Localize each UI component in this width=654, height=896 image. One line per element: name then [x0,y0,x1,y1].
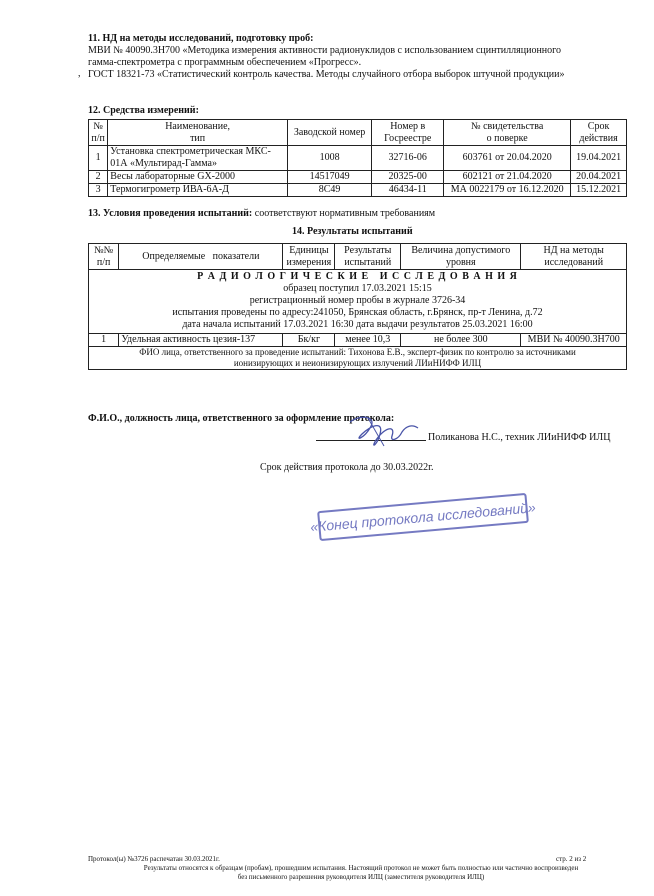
cell: 46434-11 [372,184,444,197]
footer-disclaimer: Результаты относятся к образцам (пробам), прошедшим испытания. Настоящий протокол не может быть полностью или частично воспроизведен без письменного разрешения руководителя ИЛЦ (заместителя руководителя ИЛЦ) [143,864,579,881]
test-dates: дата начала испытаний 17.03.2021 16:30 дата выдачи результатов 25.03.2021 16:00 [182,319,533,330]
section-11-bullet: , [78,68,81,79]
results-header-indicator: Определяемые показатели [119,244,283,270]
section-13-value: соответствуют нормативным требованиям [254,208,436,219]
section-11-line-3: ГОСТ 18321-73 «Статистический контроль качества. Методы случайного отбора выборок штучной продукции» [88,69,565,80]
cell: не более 300 [401,334,521,347]
section-13 [88,208,435,220]
table-row [89,184,627,197]
instruments-table [88,119,627,197]
instruments-header-validity: Срок действия [571,120,627,146]
footer-page-number: стр. 2 из 2 [556,855,587,863]
results-header-units: Единицы измерения [283,244,335,270]
footer-printed: Протокол(ы) №3726 распечатан 30.03.2021г. [88,855,220,863]
registration-number: регистрационный номер пробы в журнале 3726-34 [249,295,466,306]
cell: 14517049 [287,171,371,184]
results-header-method: НД на методы исследований [521,244,627,270]
results-info-cell [89,270,627,334]
radiology-section-title: Р А Д И О Л О Г И Ч Е С К И Е И С С Л Е Д О В А Н И Я [197,271,518,282]
cell: 3 [89,184,108,197]
results-table [88,243,627,370]
responsible-person: ФИО лица, ответственного за проведение испытаний: Тихонова Е.В., эксперт-физик по контролю за источниками ионизирующих и неионизирующих излучений ЛИиНИФФ ИЛЦ [89,347,627,370]
cell: Термогигрометр ИВА-6А-Д [108,184,288,197]
cell: 602121 от 21.04.2020 [444,171,571,184]
sample-received: образец поступил 17.03.2021 15:15 [283,283,432,294]
instruments-header-name: Наименование, тип [108,120,288,146]
cell: 1 [89,146,108,171]
cell: 1008 [287,146,371,171]
cell: 8С49 [287,184,371,197]
signatory-name: Поликанова Н.С., техник ЛИиНИФФ ИЛЦ [428,432,611,443]
instruments-header-row [89,120,627,146]
cell: Установка спектрометрическая МКС- 01А «Мультирад-Гамма» [108,146,288,171]
results-header-results: Результаты испытаний [335,244,401,270]
cell: МА 0022179 от 16.12.2020 [444,184,571,197]
cell: 19.04.2021 [571,146,627,171]
cell: 1 [89,334,119,347]
cell: Удельная активность цезия-137 [119,334,283,347]
responsible-row [89,347,627,370]
results-header-row [89,244,627,270]
cell: менее 10,3 [335,334,401,347]
signature-icon [340,410,430,452]
cell: 2 [89,171,108,184]
cell: 32716-06 [372,146,444,171]
section-13-label: 13. Условия проведения испытаний: [88,208,253,219]
cell: 20.04.2021 [571,171,627,184]
instruments-header-registry: Номер в Госреестре [372,120,444,146]
end-of-protocol-stamp [309,493,537,541]
results-info-row [89,270,627,334]
instruments-header-num: № п/п [89,120,108,146]
table-row [89,334,627,347]
results-header-num: №№ п/п [89,244,119,270]
cell: 603761 от 20.04.2020 [444,146,571,171]
cell: 15.12.2021 [571,184,627,197]
section-11-heading: 11. НД на методы исследований, подготовку проб: [88,33,314,44]
cell: 20325-00 [372,171,444,184]
section-12-heading: 12. Средства измерений: [88,105,199,116]
section-11-line-2: гамма-спектрометра с программным обеспечением «Прогресс». [88,57,362,68]
table-row [89,171,627,184]
table-row [89,146,627,171]
cell: Весы лабораторные GX-2000 [108,171,288,184]
instruments-header-serial: Заводской номер [287,120,371,146]
instruments-header-certificate: № свидетельства о поверке [444,120,571,146]
stamp-text: «Конец протокола исследований» [309,499,537,535]
test-address: испытания проведены по адресу:241050, Брянская область, г.Брянск, пр-т Ленина, д.72 [172,307,543,318]
cell: МВИ № 40090.3Н700 [521,334,627,347]
results-header-limit: Величина допустимого уровня [401,244,521,270]
cell: Бк/кг [283,334,335,347]
section-11-line-1: МВИ № 40090.3Н700 «Методика измерения активности радионуклидов с использованием сцинтилляционного [88,45,561,56]
section-14-heading: 14. Результаты испытаний [292,226,413,237]
protocol-validity: Срок действия протокола до 30.03.2022г. [260,462,434,473]
signature-label: Ф.И.О., должность лица, ответственного за оформление протокола: [88,413,395,424]
